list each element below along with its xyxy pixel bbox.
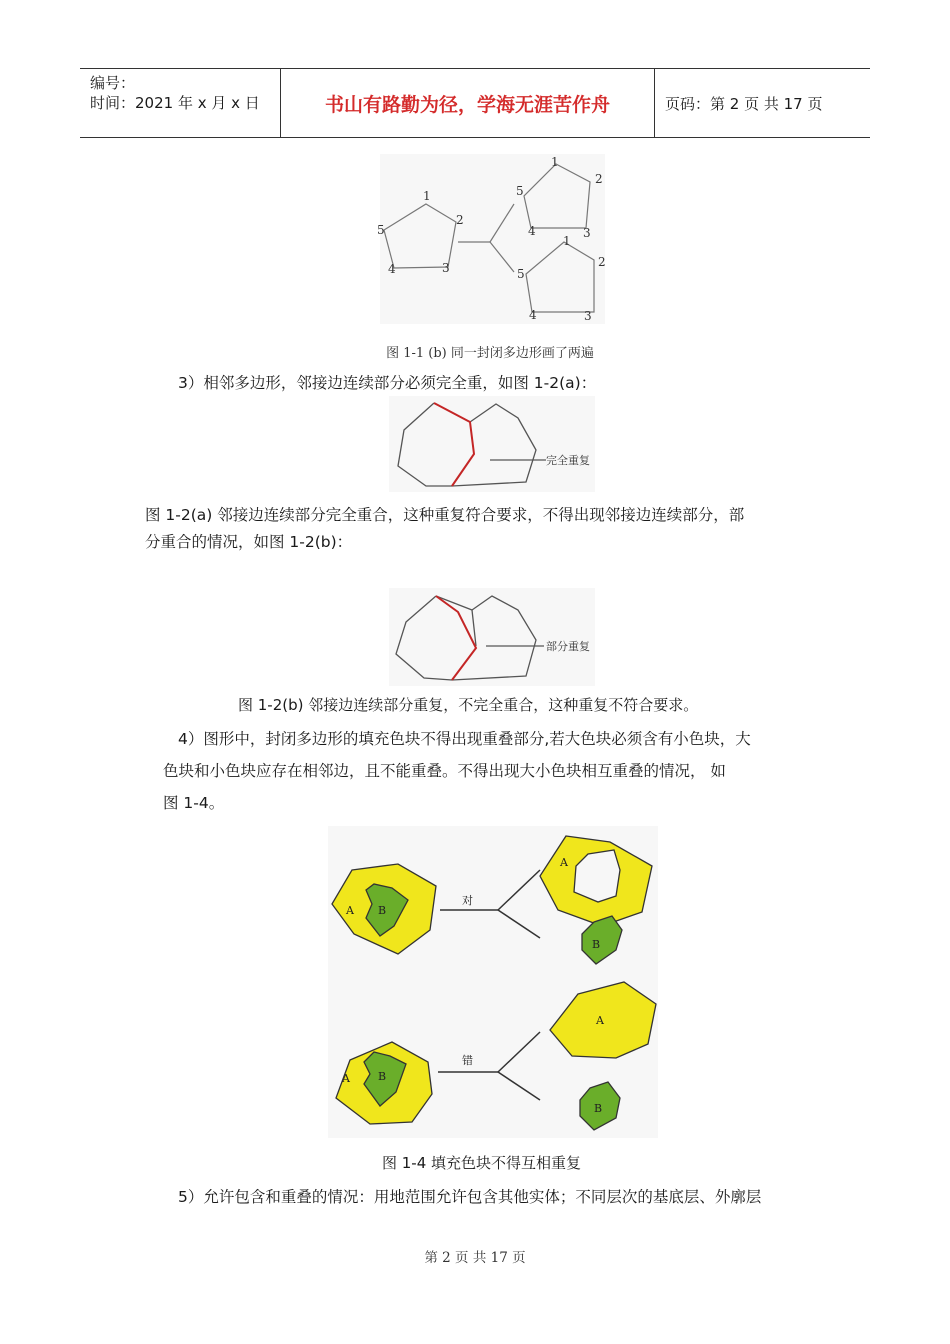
page-footer: 第 2 页 共 17 页 bbox=[424, 1250, 526, 1266]
vertex-label: 2 bbox=[456, 213, 464, 227]
vertex-label: 2 bbox=[595, 172, 603, 186]
vertex-label: 3 bbox=[442, 261, 450, 275]
vertex-label: 5 bbox=[516, 184, 524, 198]
paragraph-5: 5）允许包含和重叠的情况：用地范围允许包含其他实体；不同层次的基底层、外廓层 bbox=[178, 1188, 762, 1206]
vertex-label: 4 bbox=[388, 262, 396, 276]
figure-1-2a bbox=[386, 396, 596, 492]
block-a-label: A bbox=[560, 856, 568, 869]
paragraph-3b-line1: 图 1-2(a) 邻接边连续部分完全重合，这种重复符合要求，不得出现邻接边连续部分，部 bbox=[145, 506, 745, 524]
figure-1-2b bbox=[386, 588, 596, 686]
figure-1-2b-caption: 图 1-2(b) 邻接边连续部分重复，不完全重合，这种重复不符合要求。 bbox=[238, 696, 699, 714]
paragraph-4-line3: 图 1-4。 bbox=[163, 794, 225, 812]
vertex-label: 3 bbox=[584, 309, 592, 323]
paragraph-3b-line2: 分重合的情况，如图 1-2(b)： bbox=[145, 533, 353, 551]
wrong-label: 错 bbox=[462, 1054, 473, 1067]
figure-1-4-caption: 图 1-4 填充色块不得互相重复 bbox=[382, 1154, 582, 1172]
header-meta bbox=[80, 69, 280, 137]
paragraph-3: 3）相邻多边形，邻接边连续部分必须完全重，如图 1-2(a)： bbox=[178, 374, 597, 392]
vertex-label: 1 bbox=[563, 234, 571, 248]
figure-1-1-caption: 图 1-1 (b) 同一封闭多边形画了两遍 bbox=[386, 346, 594, 361]
block-b-label: B bbox=[592, 938, 601, 951]
vertex-label: 3 bbox=[583, 226, 591, 240]
partial-overlap-label: 部分重复 bbox=[546, 640, 590, 653]
block-b-label: B bbox=[378, 904, 387, 917]
correct-label: 对 bbox=[462, 894, 473, 907]
vertex-label: 1 bbox=[551, 155, 559, 169]
header-date: 时间：2021 年 x 月 x 日 bbox=[90, 94, 260, 112]
page-header bbox=[80, 68, 870, 138]
paragraph-4-line1: 4）图形中，封闭多边形的填充色块不得出现重叠部分,若大色块必须含有小色块，大 bbox=[178, 730, 751, 748]
vertex-label: 2 bbox=[598, 255, 606, 269]
block-a-label: A bbox=[596, 1014, 604, 1027]
paragraph-4-line2: 色块和小色块应存在相邻边，且不能重叠。不得出现大小色块相互重叠的情况， 如 bbox=[163, 762, 726, 780]
vertex-label: 1 bbox=[423, 189, 431, 203]
full-overlap-label: 完全重复 bbox=[546, 454, 590, 467]
vertex-label: 4 bbox=[528, 224, 536, 238]
block-a-label: A bbox=[346, 904, 354, 917]
block-b-label: B bbox=[594, 1102, 603, 1115]
header-pages: 页码：第 2 页 共 17 页 bbox=[665, 94, 823, 113]
header-motto: 书山有路勤为径，学海无涯苦作舟 bbox=[280, 69, 655, 137]
header-number: 编号： bbox=[90, 74, 136, 92]
block-a-label: A bbox=[342, 1072, 350, 1085]
figure-1-1 bbox=[372, 152, 612, 327]
vertex-label: 5 bbox=[517, 267, 525, 281]
block-b-label: B bbox=[378, 1070, 387, 1083]
vertex-label: 5 bbox=[377, 223, 385, 237]
figure-1-4 bbox=[326, 826, 660, 1140]
vertex-label: 4 bbox=[529, 308, 537, 322]
